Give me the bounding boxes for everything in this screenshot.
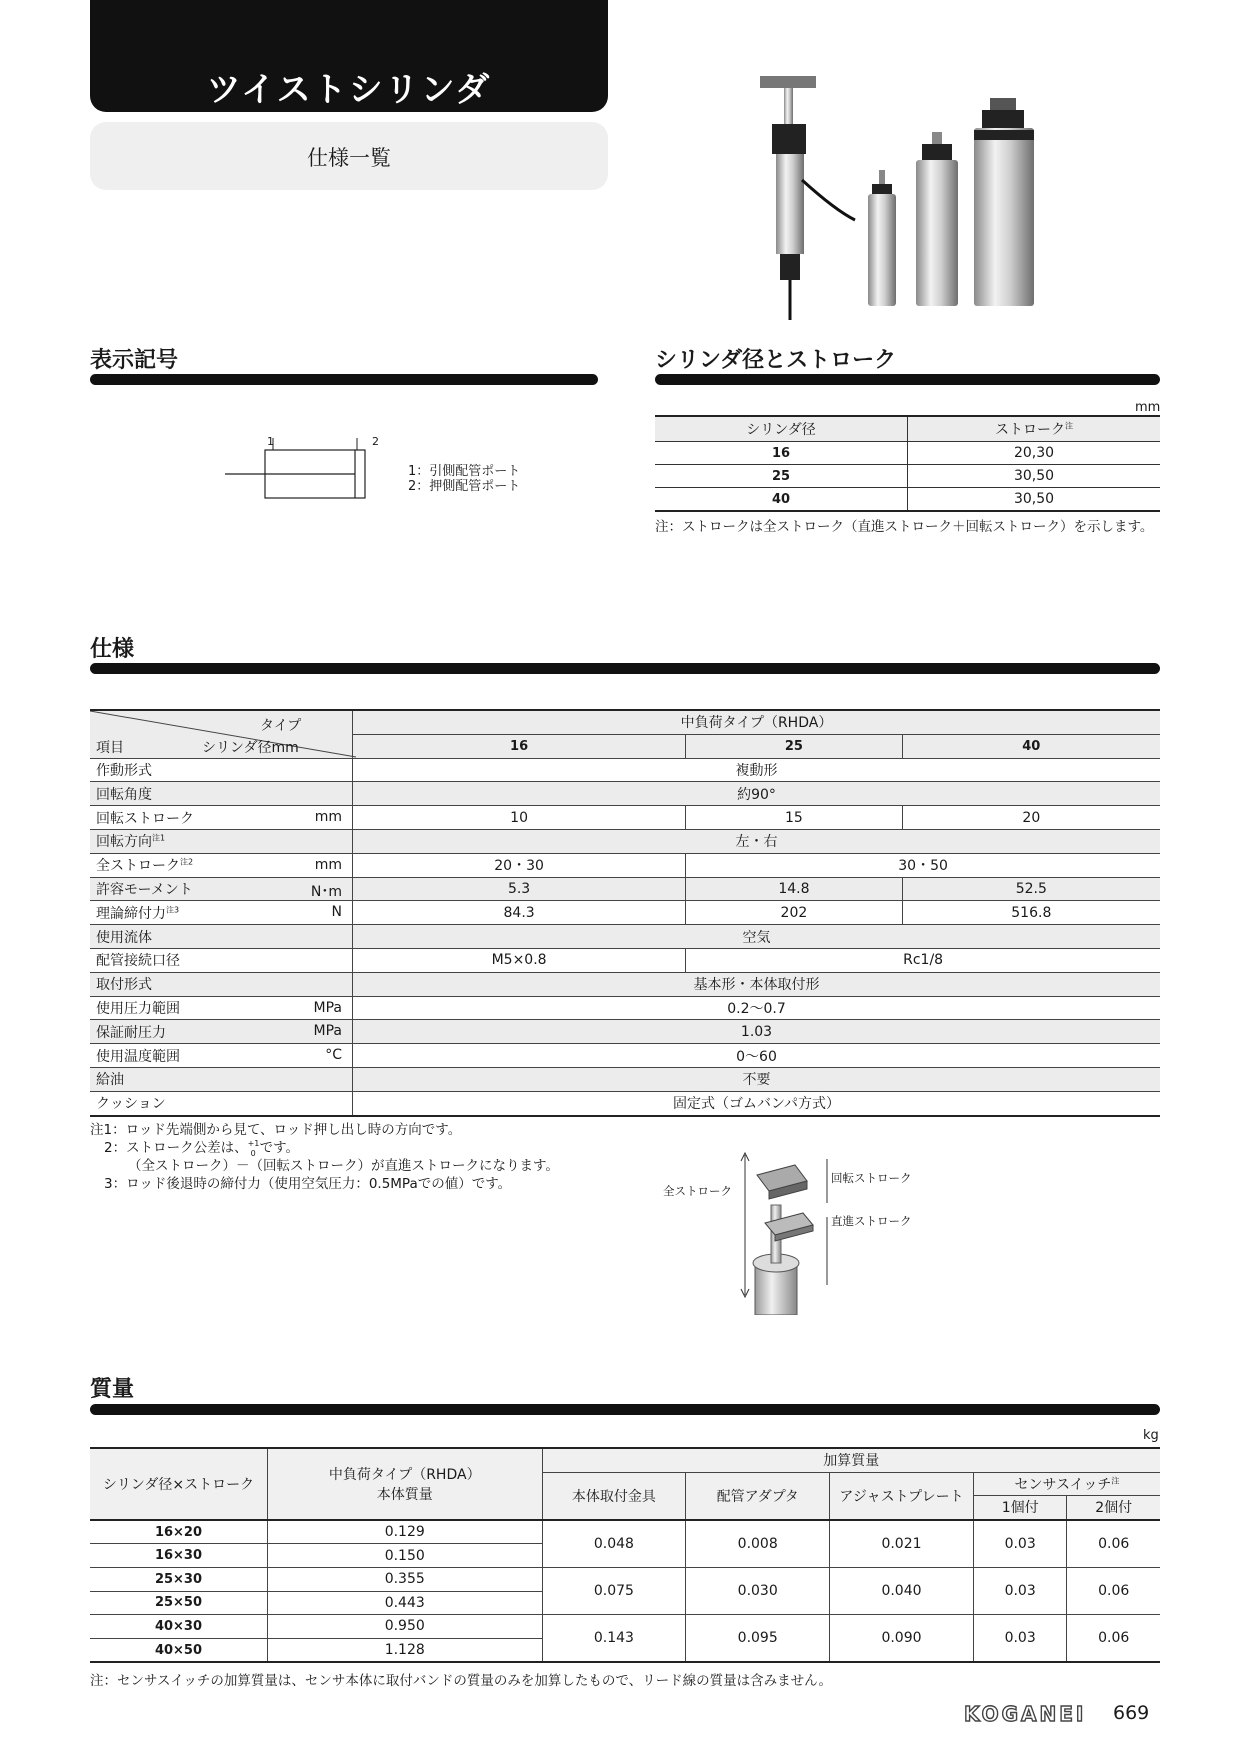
table-row: 配管接続口径 M5×0.8 Rc1/8: [90, 948, 1160, 972]
table-row: クッション 固定式（ゴムバンパ方式）: [90, 1091, 1160, 1115]
spec-note-3: 3：ロッド後退時の締付力（使用空気圧力：0.5MPaでの値）です。: [104, 1176, 512, 1192]
table-row: 回転方向$^{注1}$ 左・右: [90, 829, 1160, 853]
col-stroke-header: ストローク$^注$: [908, 416, 1161, 442]
full-stroke-label: 全ストローク: [663, 1184, 732, 1198]
symbol-section-title: 表示記号: [90, 348, 179, 373]
table-row: 40 30,50: [655, 488, 1160, 512]
table-row: 許容モーメント N･m 5.3 14.8 52.5: [90, 877, 1160, 901]
table-row: 16 20,30: [655, 442, 1160, 465]
col-add-header: 加算質量: [542, 1448, 1160, 1472]
table-row: 25 30,50: [655, 465, 1160, 488]
spec-note-2-cont: （全ストローク）－（回転ストローク）が直進ストロークになります。: [128, 1158, 559, 1174]
mass-section-bar: [90, 1404, 1160, 1415]
port-legend-1: 1：引側配管ポート: [408, 464, 521, 479]
page-title: ツイストシリンダ: [206, 70, 492, 110]
symbol-section-bar: [90, 374, 598, 385]
port-legend-2: 2：押側配管ポート: [408, 479, 521, 494]
port-2-label: 2: [372, 435, 379, 448]
table-row: 25×30 0.355 0.075 0.030 0.040 0.03 0.06: [90, 1567, 1160, 1591]
table-row: 保証耐圧力 MPa 1.03: [90, 1020, 1160, 1044]
table-row: 使用圧力範囲 MPa 0.2～0.7: [90, 996, 1160, 1020]
stroke-section-title: シリンダ径とストローク: [655, 348, 897, 373]
item-label: 項目: [96, 740, 124, 756]
stroke-section-bar: [655, 374, 1160, 385]
table-row: 16×20 0.129 0.048 0.008 0.021 0.03 0.06: [90, 1520, 1160, 1544]
stroke-note: 注：ストロークは全ストローク（直進ストローク＋回転ストローク）を示します。: [655, 519, 1154, 535]
spec-section-bar: [90, 663, 1160, 674]
spec-header-row: [90, 710, 1160, 734]
brand-logo: KOGANEI: [964, 1702, 1087, 1726]
table-row: 理論締付力$^{注3}$ N 84.3 202 516.8: [90, 901, 1160, 925]
rot-stroke-label: 回転ストローク: [831, 1171, 912, 1185]
header-diagonal-cell: [90, 710, 353, 758]
spec-table: タイプ 項目 シリンダ径mm 中負荷タイプ（RHDA） 16 25 40 作動形式 複動形 回転角度 約90° 回転ストローク mm 10 15 20 回転方向$^{注1}$ 左・右 全ストローク$^{注2}$ mm 20・30 30・50 許容モーメント N･m 5.3 14.8 52.5 理論締付力$^{注3}$ N 84.3 202 516.8 使用流体 空気 配管接続口径 M5×0.8 Rc1/8 取付形式 基本形・本体取付形 使用圧力範囲 MPa 0.2～0.7 保証耐圧力 MPa 1.03 使用温度範囲 °C 0～60 給油 不要 クッション 固定式（ゴムバンパ方式）: [90, 709, 1160, 1117]
table-row: 16×30 0.150: [90, 1544, 1160, 1568]
table-row: 40×30 0.950 0.143 0.095 0.090 0.03 0.06: [90, 1615, 1160, 1639]
table-row: 回転ストローク mm 10 15 20: [90, 806, 1160, 830]
page-subtitle: 仕様一覧: [307, 146, 391, 170]
cylinder-symbol-diagram: [220, 434, 370, 504]
mass-unit: kg: [1143, 1428, 1159, 1443]
table-row: 使用温度範囲 °C 0～60: [90, 1044, 1160, 1068]
subtitle-banner: [90, 122, 608, 190]
lin-stroke-label: 直進ストローク: [831, 1214, 912, 1228]
type-value: 中負荷タイプ（RHDA）: [353, 710, 1161, 734]
col-bore-header: シリンダ径: [655, 416, 908, 442]
type-label: タイプ: [260, 718, 302, 734]
table-row: 作動形式 複動形: [90, 758, 1160, 782]
stroke-diagram: [735, 1145, 835, 1315]
spec-note-2: 2：ストローク公差は、 +1 0 です。: [104, 1139, 300, 1158]
spec-note-1: 注1：ロッド先端側から見て、ロッド押し出し時の方向です。: [90, 1122, 462, 1138]
product-photo: [740, 70, 1060, 320]
table-row: 回転角度 約90°: [90, 782, 1160, 806]
table-row: 25×50 0.443: [90, 1591, 1160, 1615]
stroke-table: [655, 415, 1160, 512]
page-number: 669: [1113, 1702, 1150, 1724]
spec-section-title: 仕様: [90, 637, 135, 662]
table-row: 給油 不要: [90, 1067, 1160, 1091]
table-row: 使用流体 空気: [90, 925, 1160, 949]
mass-note: 注：センサスイッチの加算質量は、センサ本体に取付バンドの質量のみを加算したもので、リード線の質量は含みません。: [90, 1673, 832, 1689]
table-row: 全ストローク$^{注2}$ mm 20・30 30・50: [90, 853, 1160, 877]
col-body-header: 中負荷タイプ（RHDA） 本体質量: [267, 1448, 542, 1520]
bore-label: シリンダ径mm: [202, 740, 299, 756]
table-row: 40×50 1.128: [90, 1638, 1160, 1662]
mass-section-title: 質量: [90, 1377, 135, 1402]
port-1-label: 1: [267, 435, 274, 448]
mass-table: シリンダ径×ストローク 中負荷タイプ（RHDA） 本体質量 加算質量 本体取付金具 配管アダプタ アジャストプレート センサスイッチ$^注$ 1個付 2個付 16×20 0.129 0.048 0.008 0.021 0.03 0.06 16×30 0.150 25×30 0.355 0.075 0.030 0.040 0.03 0.06 25×50 0.443 40×30 0.950 0.143 0.095 0.090 0.03 0.06 40×50 1.128: [90, 1447, 1160, 1663]
title-banner: [90, 0, 608, 112]
stroke-unit: mm: [1135, 400, 1161, 415]
table-row: 取付形式 基本形・本体取付形: [90, 972, 1160, 996]
col-size-header: シリンダ径×ストローク: [90, 1448, 267, 1520]
